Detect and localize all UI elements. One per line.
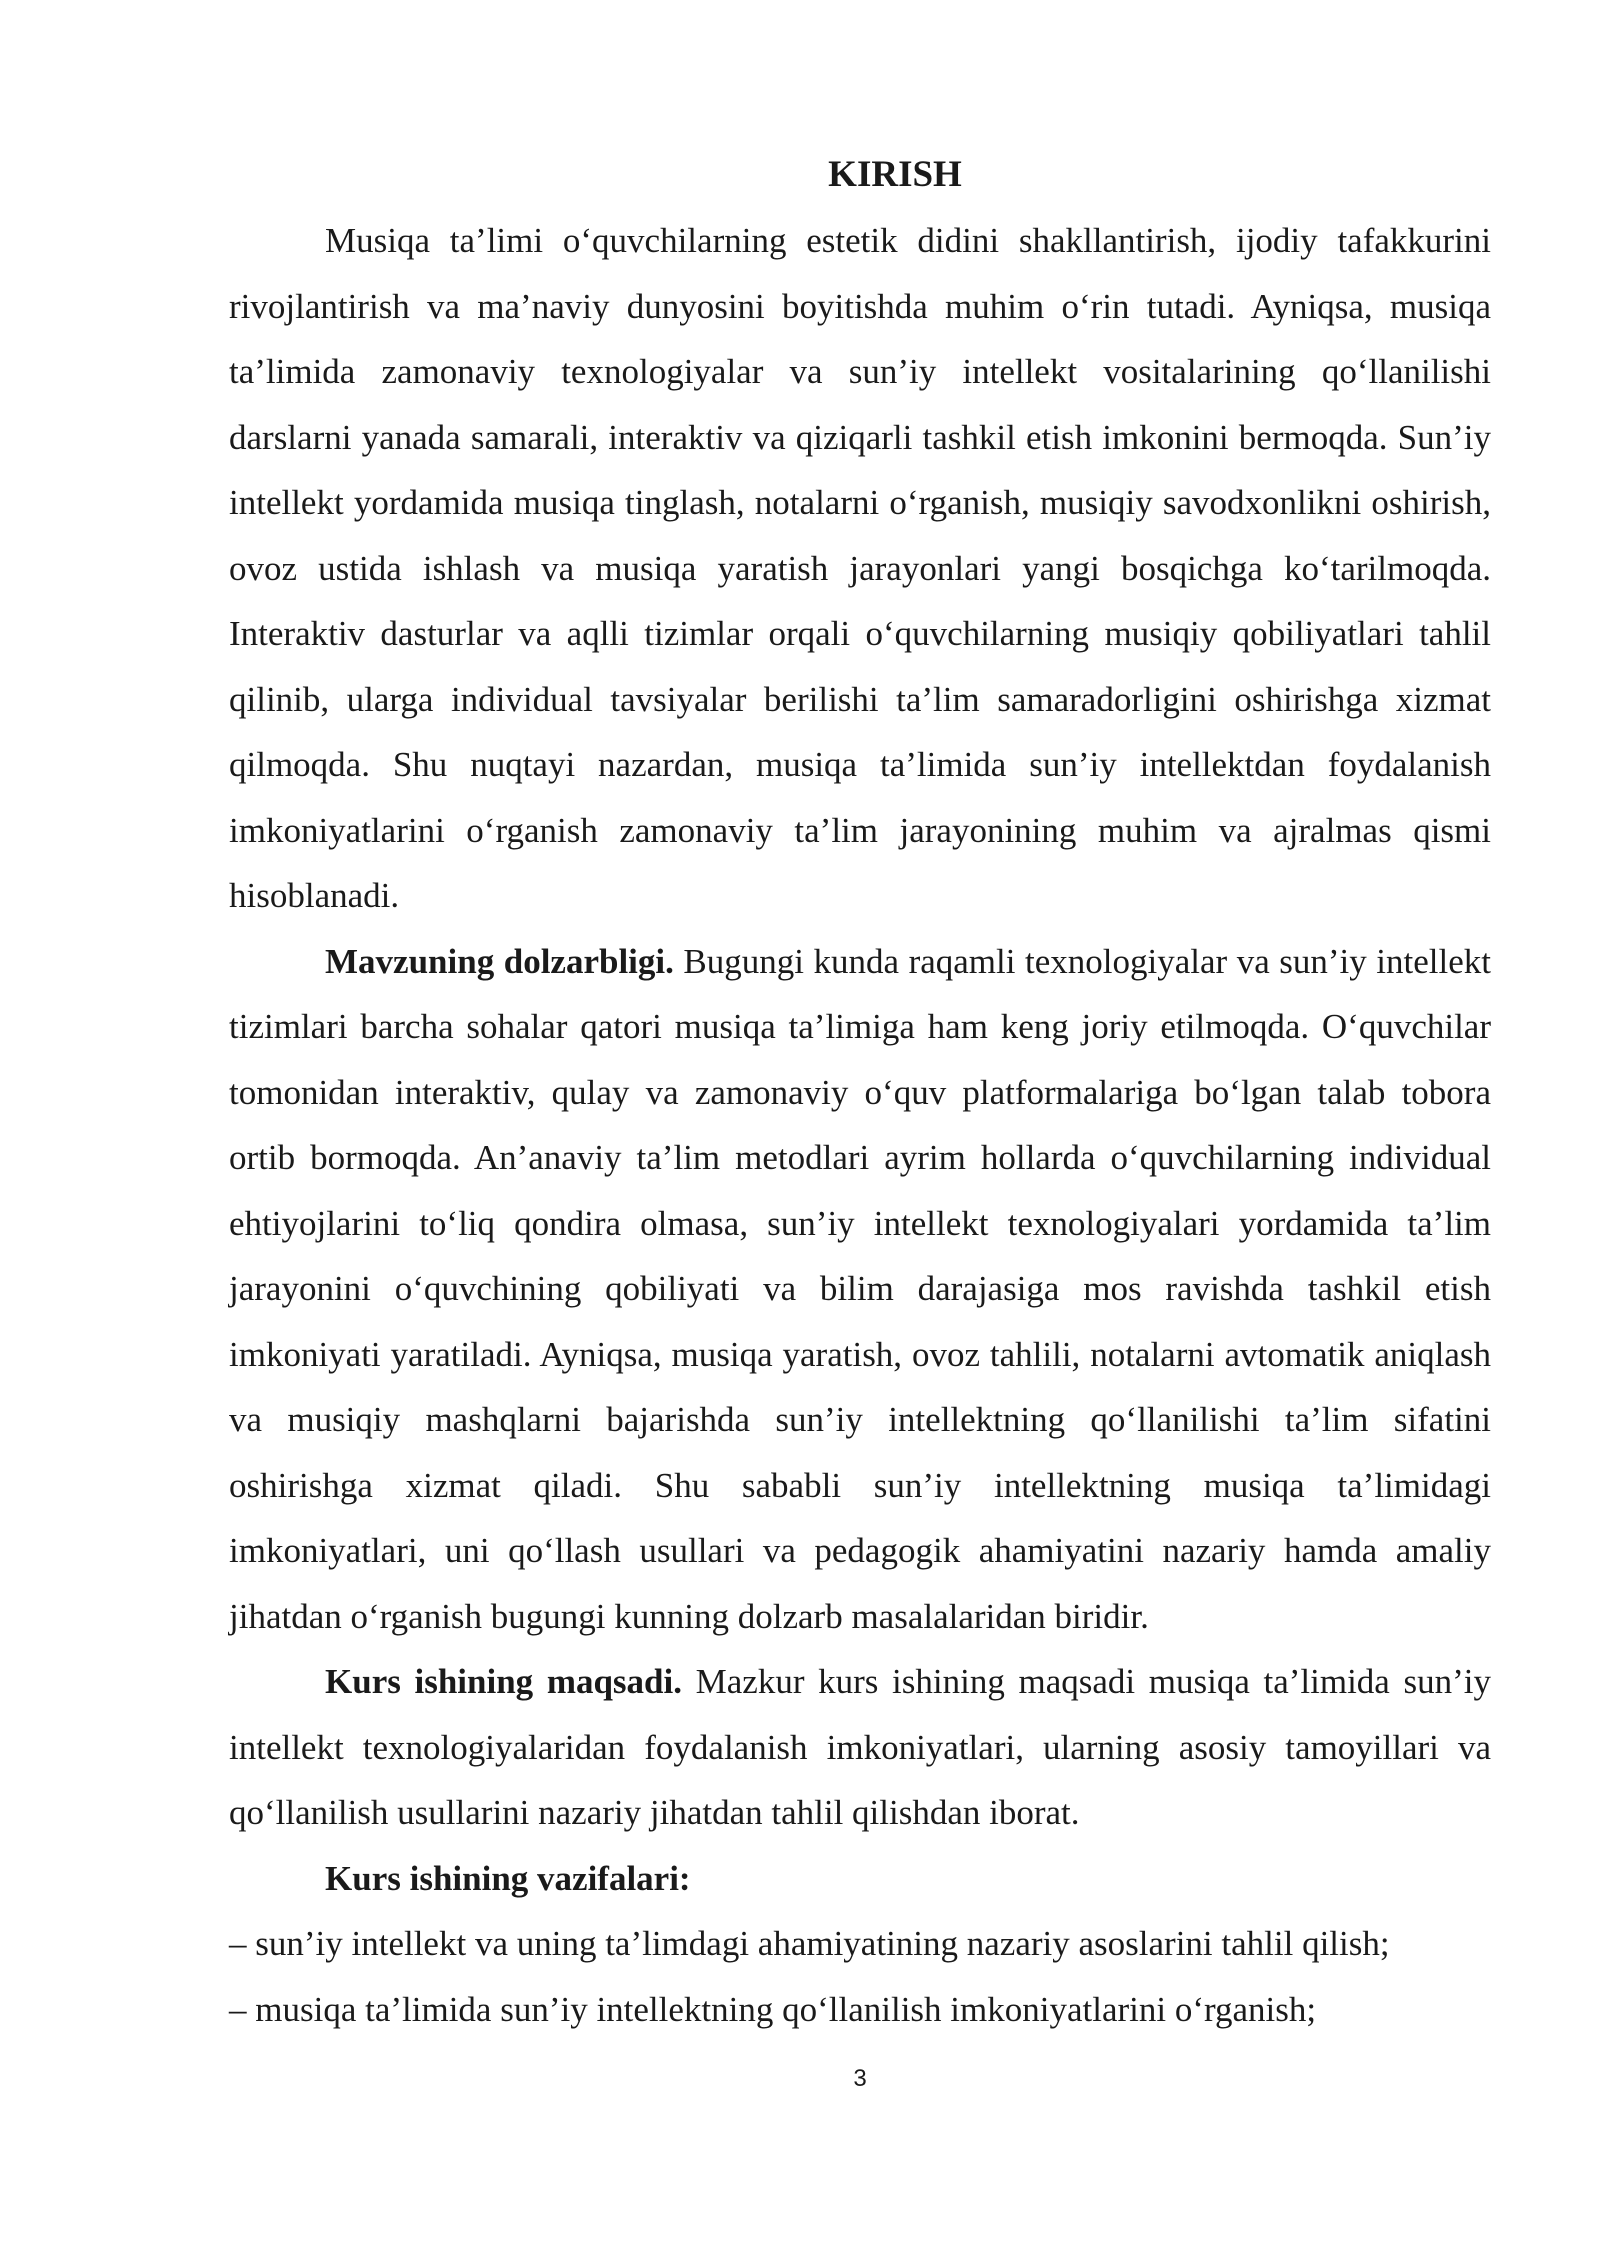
relevance-lead: Mavzuning dolzarbligi. (325, 941, 674, 981)
document-page (229, 142, 1491, 2042)
list-item: – sun’iy intellekt va uning ta’limdagi ahamiyatining nazariy asoslarini tahlil qilish; (229, 1924, 1390, 1963)
relevance-paragraph (229, 929, 1491, 1650)
intro-paragraph: Musiqa ta’limi o‘quvchilarning estetik didini shakllantirish, ijodiy tafakkurini rivojlantirish va ma’naviy dunyosini boyitishda muhim o‘rin tutadi. Ayniqsa, musiqa ta’limida zamonaviy texnologiyalar va sun’iy intellekt vositalarining qo‘llanilishi darslarni yanada samarali, interaktiv va qiziqarli tashkil etish imkonini bermoqda. Sun’iy intellekt yordamida musiqa tinglash, notalarni o‘rganish, musiqiy savodxonlikni oshirish, ovoz ustida ishlash va musiqa yaratish jarayonlari yangi bosqichga ko‘tarilmoqda. Interaktiv dasturlar va aqlli tizimlar orqali o‘quvchilarning musiqiy qobiliyatlari tahlil qilinib, ularga individual tavsiyalar berilishi ta’lim samaradorligini oshirishga xizmat qilmoqda. Shu nuqtayi nazardan, musiqa ta’limida sun’iy intellektdan foydalanish imkoniyatlarini o‘rganish zamonaviy ta’lim jarayonining muhim va ajralmas qismi hisoblanadi. (229, 221, 1491, 915)
goal-paragraph (229, 1649, 1491, 1846)
list-item: – musiqa ta’limida sun’iy intellektning qo‘llanilish imkoniyatlarini o‘rganish; (229, 1989, 1317, 2029)
page-title: KIRISH (828, 154, 962, 195)
tasks-list (229, 1911, 1491, 2042)
tasks-heading: Kurs ishining vazifalari: (325, 1858, 691, 1898)
goal-lead: Kurs ishining maqsadi. (325, 1662, 682, 1701)
page-number: 3 (853, 2065, 867, 2092)
relevance-text: Bugungi kunda raqamli texnologiyalar va sun’iy intellekt tizimlari barcha sohalar qatori musiqa ta’limiga ham keng joriy etilmoqda. O‘quvchilar tomonidan interaktiv, qulay va zamonaviy o‘quv platformalariga bo‘lgan talab tobora ortib bormoqda. An’anaviy ta’lim metodlari ayrim hollarda o‘quvchilarning individual ehtiyojlarini to‘liq qondira olmasa, sun’iy intellekt texnologiyalari yordamida ta’lim jarayonini o‘quvchining qobiliyati va bilim darajasiga mos ravishda tashkil etish imkoniyati yaratiladi. Ayniqsa, musiqa yaratish, ovoz tahlili, notalarni avtomatik aniqlash va musiqiy mashqlarni bajarishda sun’iy intellektning qo‘llanilishi ta’lim sifatini oshirishga xizmat qiladi. Shu sababli sun’iy intellektning musiqa ta’limidagi imkoniyatlari, uni qo‘llash usullari va pedagogik ahamiyatini nazariy hamda amaliy jihatdan o‘rganish bugungi kunning dolzarb masalalaridan biridir. (229, 941, 1491, 1636)
goal-text: Mazkur kurs ishining maqsadi musiqa ta’limida sun’iy intellekt texnologiyalaridan foydalanish imkoniyatlari, ularning asosiy tamoyillari va qo‘llanilish usullarini nazariy jihatdan tahlil qilishdan iborat. (229, 1662, 1491, 1832)
